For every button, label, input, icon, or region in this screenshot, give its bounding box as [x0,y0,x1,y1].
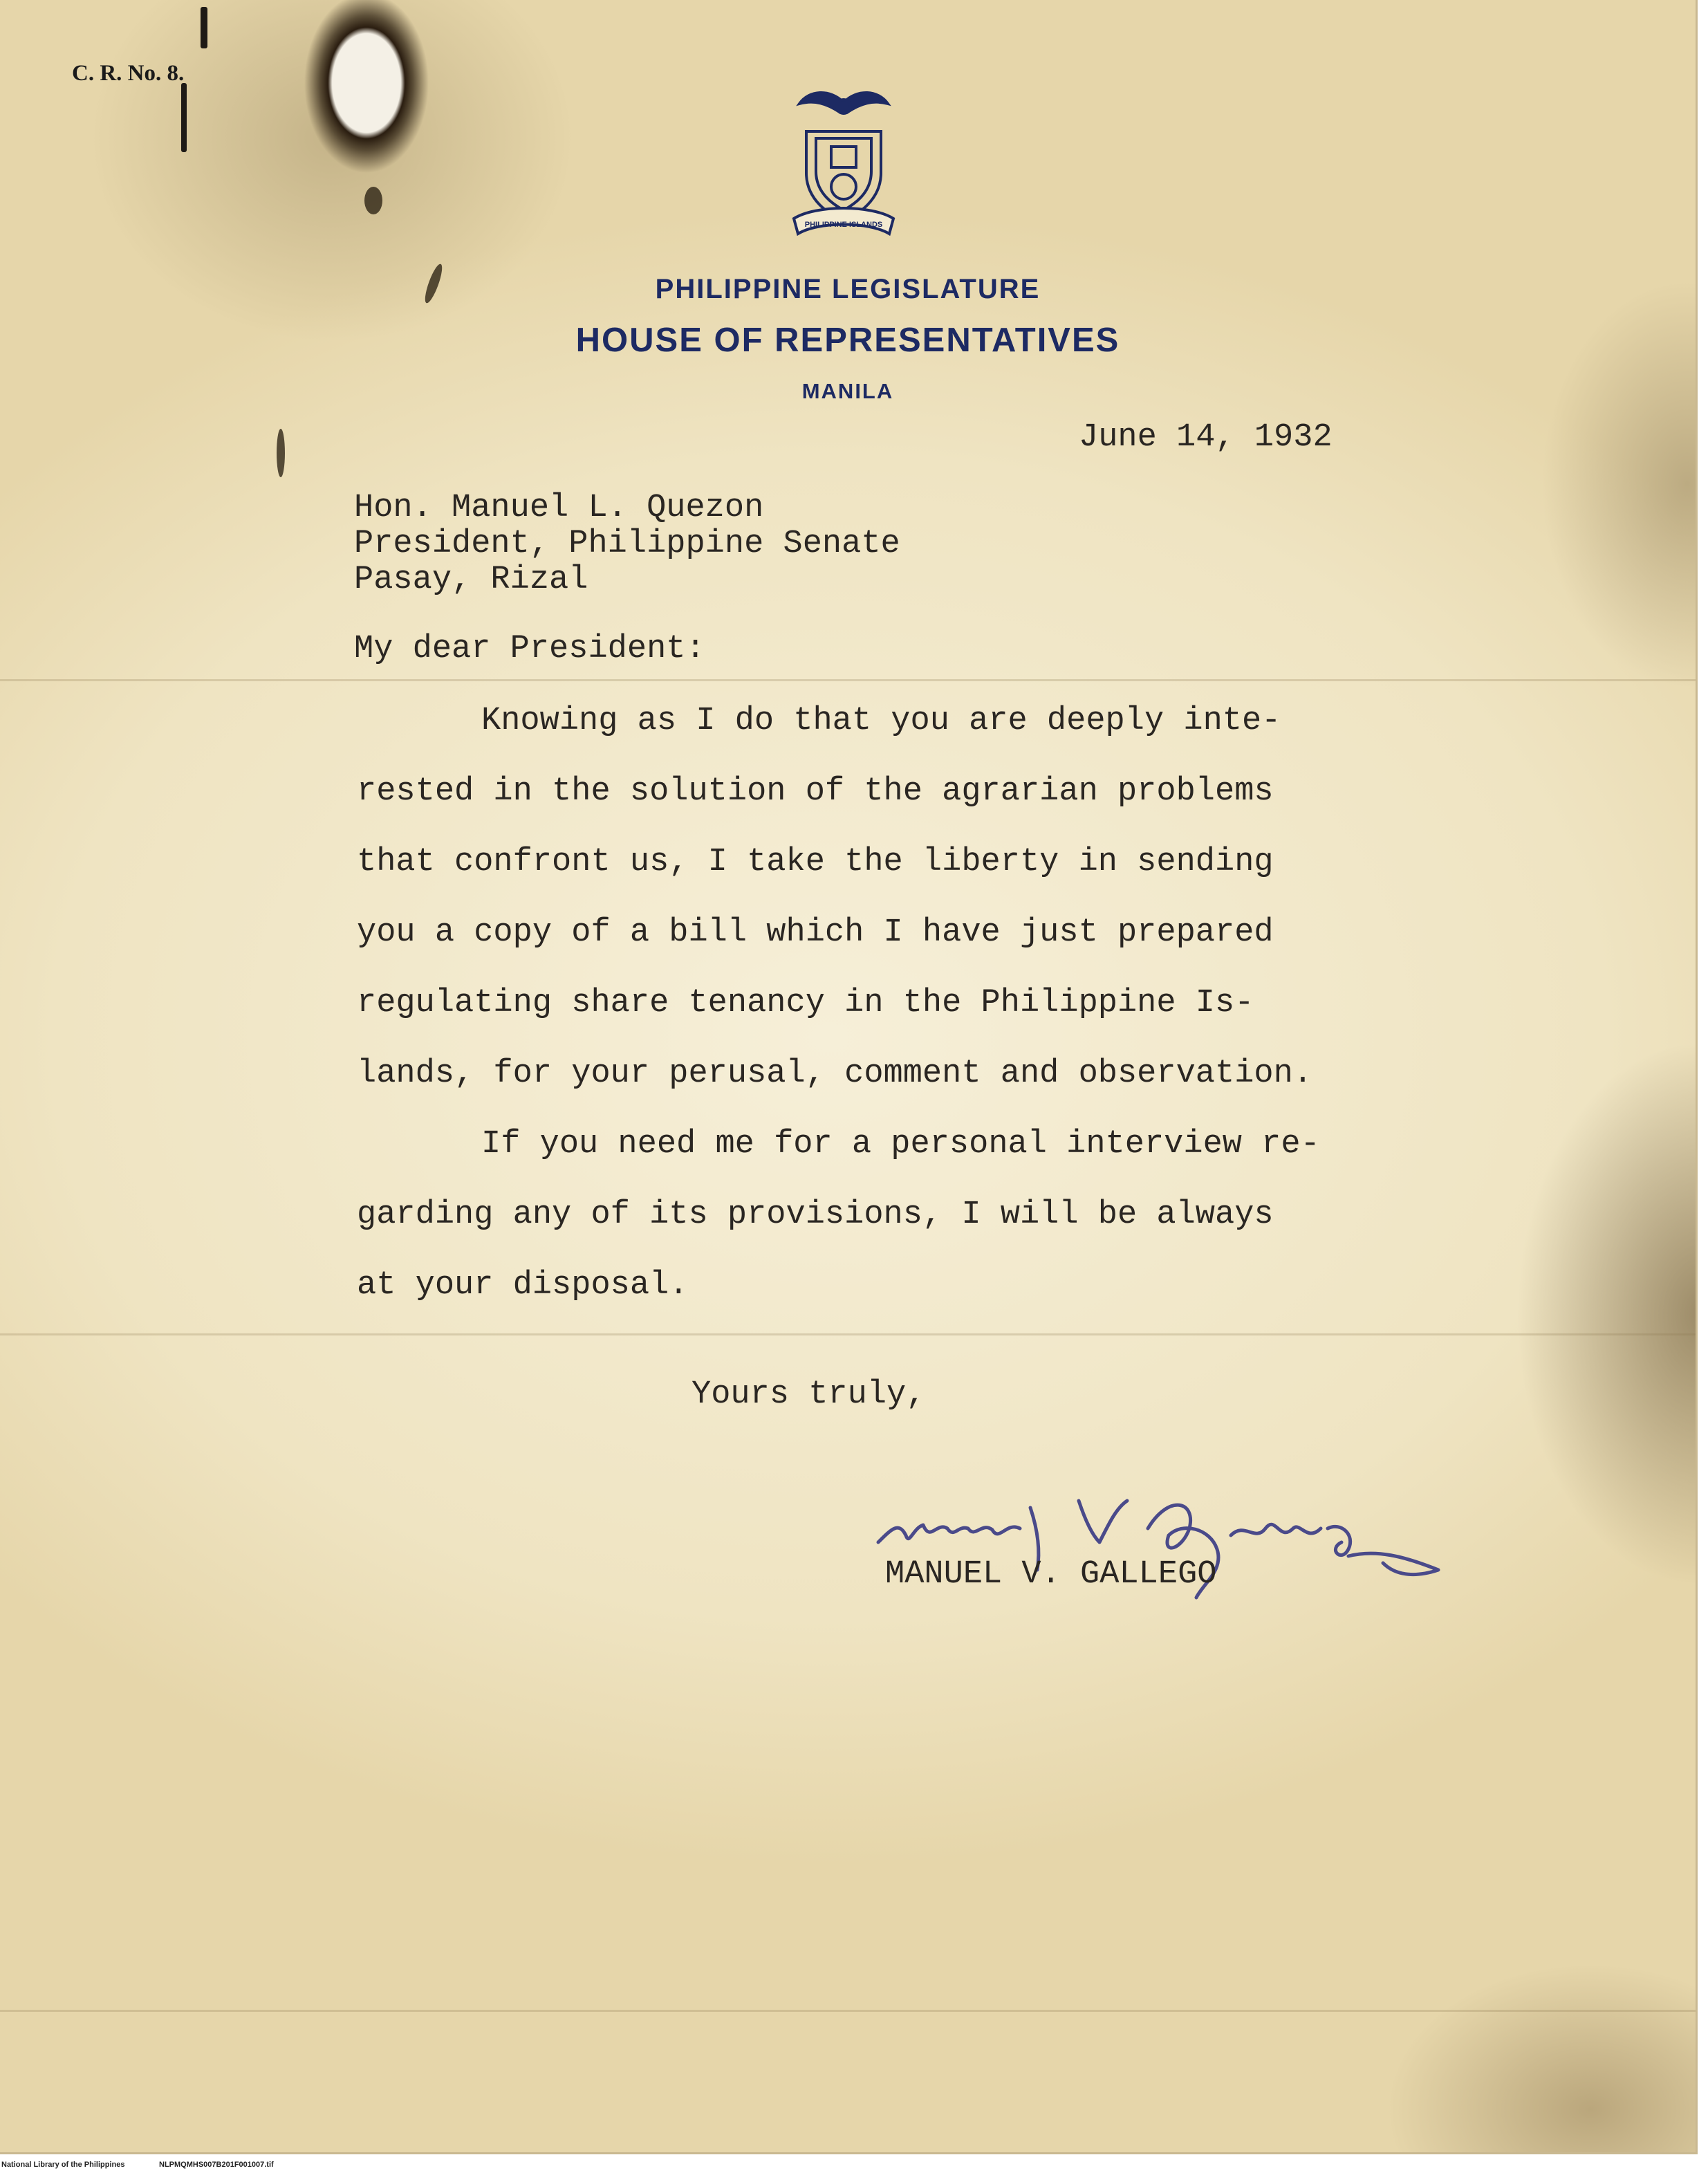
letter-date: June 14, 1932 [1079,419,1333,456]
body-line: lands, for your perusal, comment and observation. [357,1055,1313,1092]
svg-text:PHILIPPINE ISLANDS: PHILIPPINE ISLANDS [804,221,883,229]
fold-crease [0,2010,1696,2012]
footer-file-id: NLPMQMHS007B201F001007.tif [159,2161,274,2169]
salutation: My dear President: [354,631,705,667]
letterhead-house: HOUSE OF REPRESENTATIVES [575,322,1120,359]
fold-crease [0,679,1696,681]
signer-name: MANUEL V. GALLEGO [885,1556,1217,1593]
burn-hole [277,0,456,207]
body-line: If you need me for a personal interview re- [481,1126,1320,1163]
body-line: that confront us, I take the liberty in sending [357,844,1274,880]
recipient-line: President, Philippine Senate [354,526,900,562]
edge-mark [181,83,187,152]
footer-library-credit: National Library of the Philippines [1,2161,125,2169]
body-line: rested in the solution of the agrarian problems [357,773,1274,810]
body-line: regulating share tenancy in the Philippine Is- [357,985,1254,1021]
recipient-line: Hon. Manuel L. Quezon [354,490,764,526]
body-line: at your disposal. [357,1267,689,1304]
body-line: you a copy of a bill which I have just prepared [357,914,1274,951]
body-line: garding any of its provisions, I will be always [357,1196,1274,1233]
letterhead-legislature: PHILIPPINE LEGISLATURE [655,274,1041,304]
closing: Yours truly, [691,1376,926,1413]
seal-emblem-icon [781,83,906,242]
fold-crease [0,1333,1696,1335]
control-number: C. R. No. 8. [72,61,185,86]
edge-mark [201,7,207,48]
body-line: Knowing as I do that you are deeply inte- [481,703,1281,739]
recipient-line: Pasay, Rizal [354,562,588,598]
letterhead-city: MANILA [801,379,894,403]
ink-stain [364,187,382,214]
handwritten-signature [871,1480,1445,1618]
ink-stain [277,429,285,477]
